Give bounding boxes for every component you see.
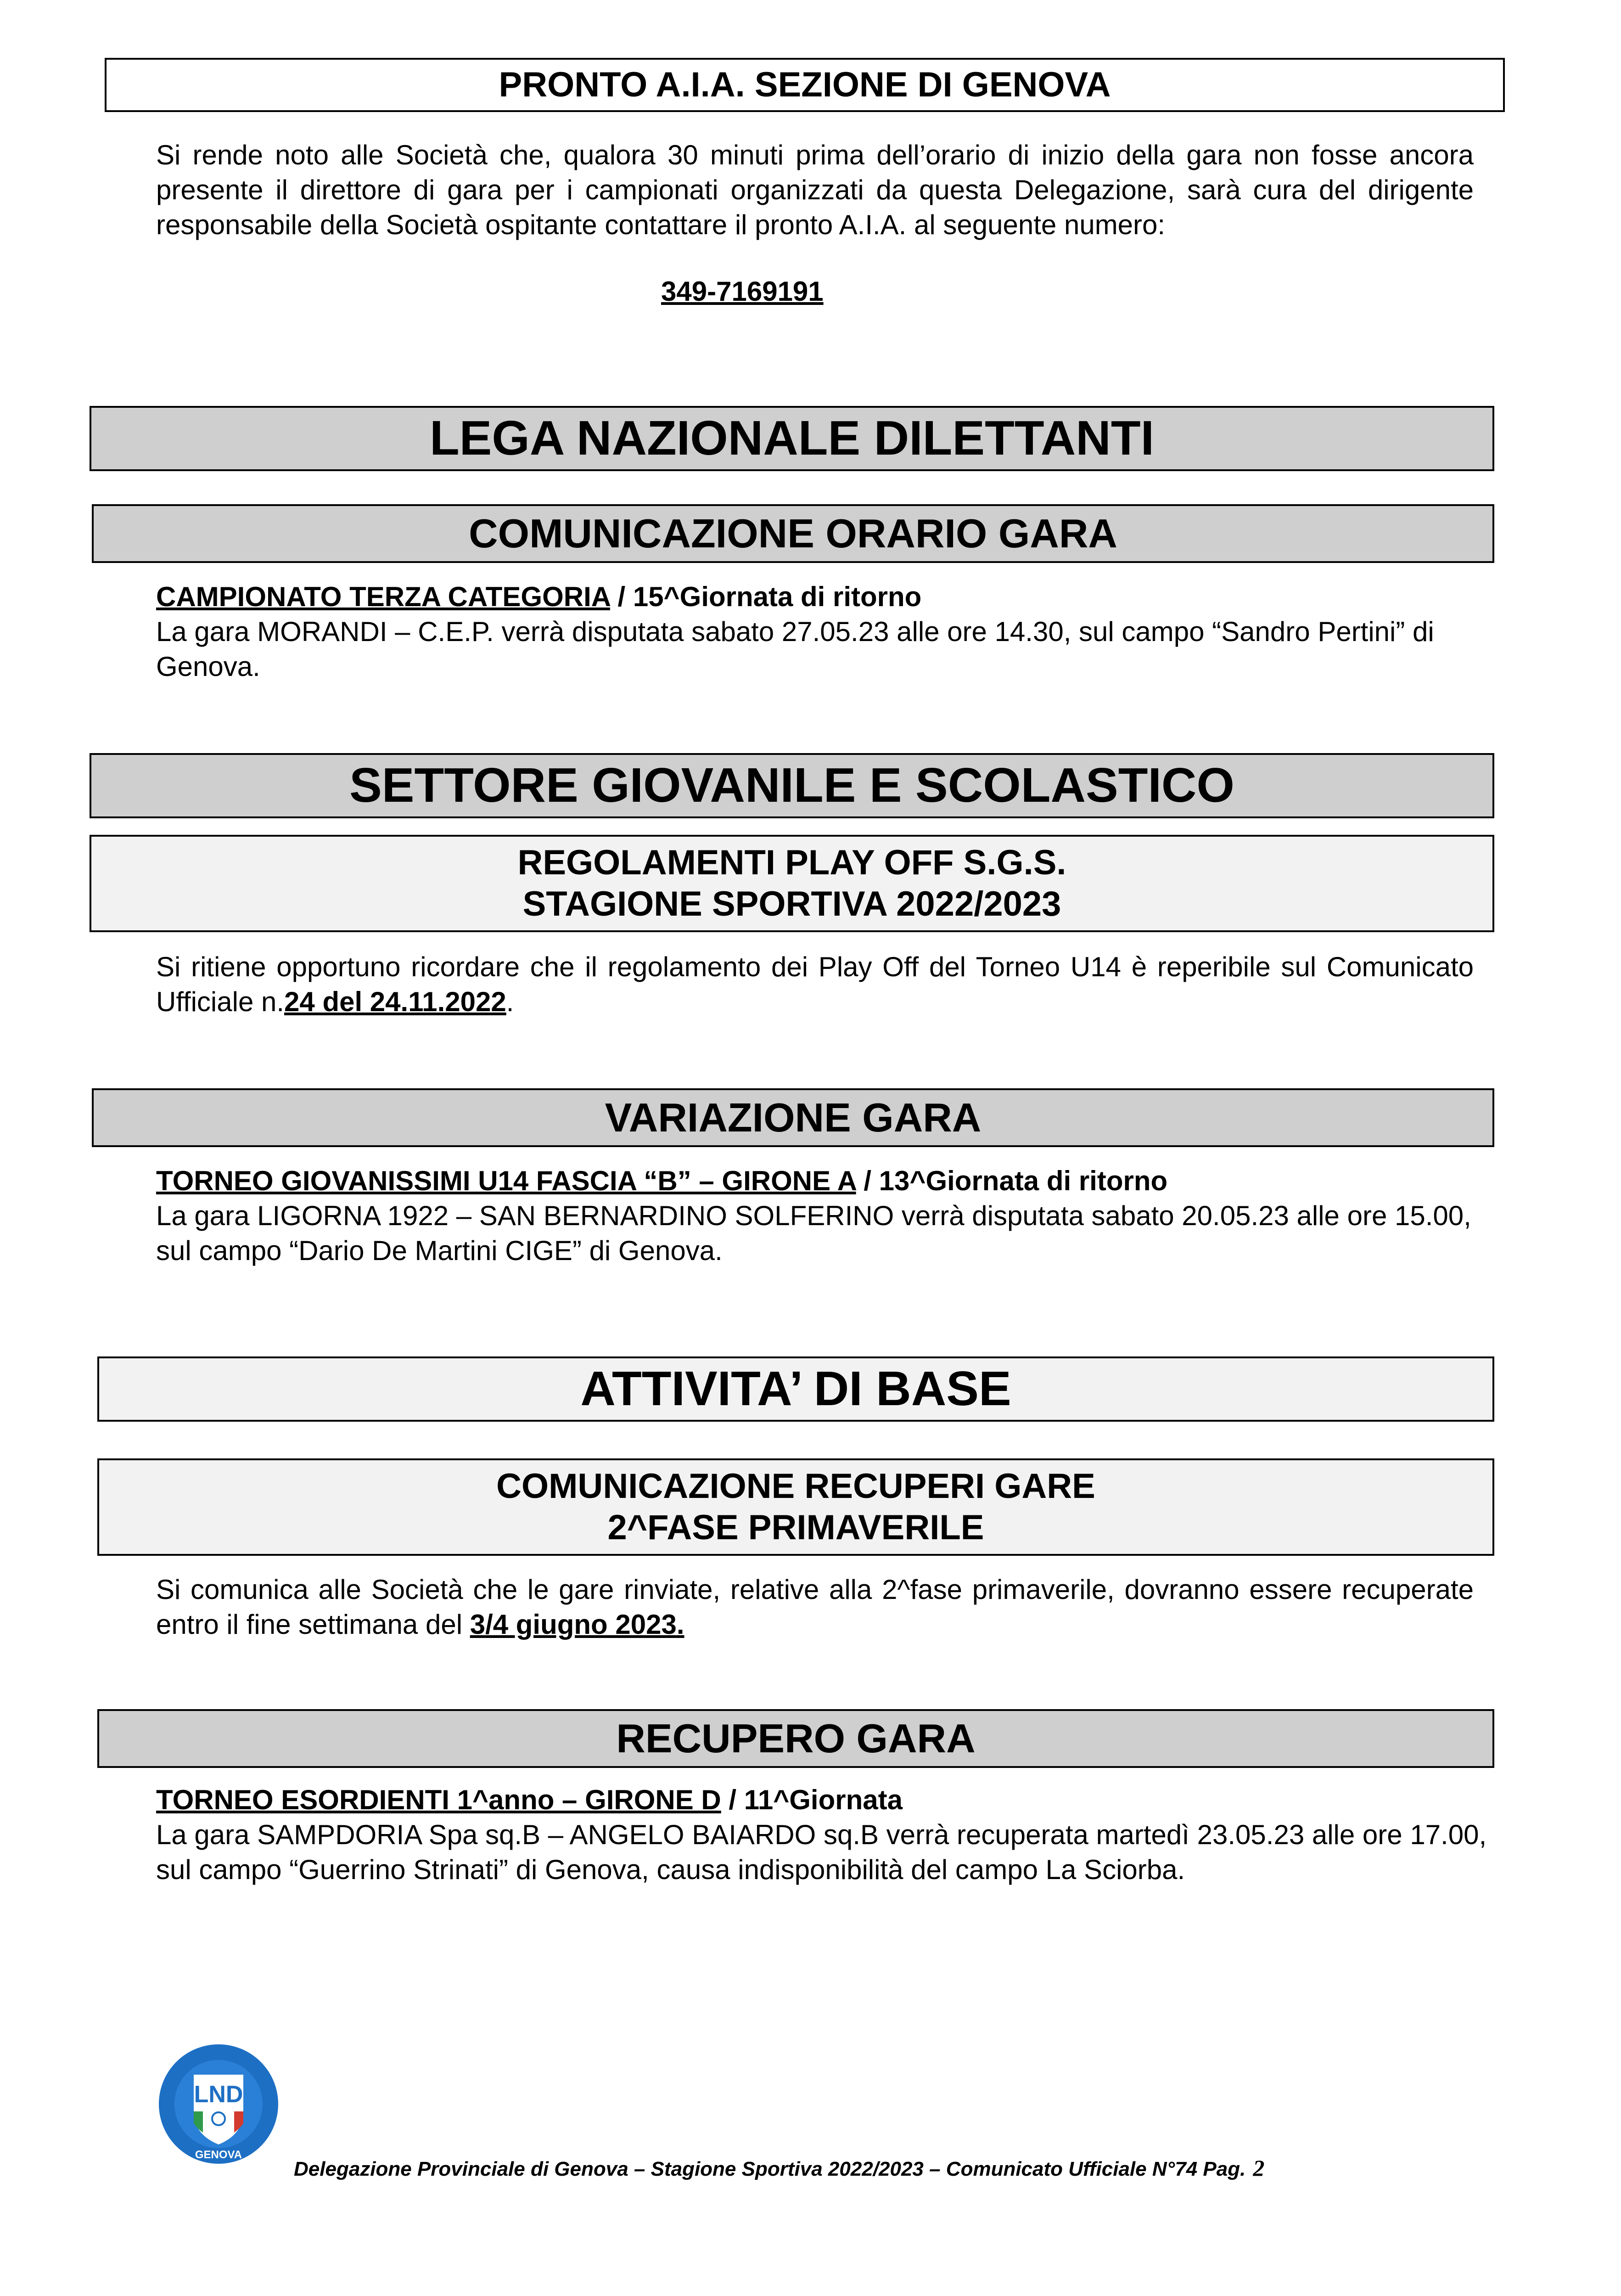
- variazione-text: La gara LIGORNA 1922 – SAN BERNARDINO SOLFERINO verrà disputata sabato 20.05.23 alle ore 15.00, sul campo “Dario De Martini CIGE” di Genova.: [156, 1200, 1471, 1266]
- footer: [294, 2155, 1497, 2181]
- attivita-text-date: 3/4 giugno 2023.: [470, 1609, 684, 1640]
- attivita-title: ATTIVITA’ DI BASE: [580, 1362, 1011, 1416]
- attivita-title-box: [97, 1356, 1494, 1422]
- lnd-genova-logo: [157, 2043, 280, 2166]
- variazione-title-box: [92, 1088, 1494, 1147]
- sgs-text: [156, 950, 1474, 1019]
- logo-text: LND: [194, 2081, 243, 2108]
- variazione-heading: [156, 1164, 1474, 1199]
- footer-text: Delegazione Provinciale di Genova – Stagione Sportiva 2022/2023 – Comunicato Ufficiale N°74 Pag.: [294, 2158, 1246, 2180]
- footer-page-number: 2: [1253, 2155, 1265, 2181]
- lnd-text: La gara MORANDI – C.E.P. verrà disputata sabato 27.05.23 alle ore 14.30, sul campo “Sandro Pertini” di Genova.: [156, 616, 1434, 682]
- sgs-title: SETTORE GIOVANILE E SCOLASTICO: [349, 758, 1234, 813]
- sgs-subtitle-box: [90, 835, 1494, 932]
- recupero-heading: [156, 1783, 1474, 1818]
- lnd-logo-icon: [157, 2043, 280, 2166]
- lnd-subtitle: COMUNICAZIONE ORARIO GARA: [469, 511, 1117, 557]
- sgs-text-after: .: [506, 986, 514, 1017]
- lnd-title-box: [90, 406, 1494, 471]
- lnd-heading-rest: / 15^Giornata di ritorno: [610, 581, 922, 612]
- variazione-title: VARIAZIONE GARA: [605, 1095, 982, 1141]
- variazione-heading-underlined: TORNEO GIOVANISSIMI U14 FASCIA “B” – GIRONE A: [156, 1165, 856, 1196]
- attivita-text-before: Si comunica alle Società che le gare rinviate, relative alla 2^fase primaverile, dovranno essere recuperate entro il fine settimana del: [156, 1574, 1474, 1640]
- pronto-aia-text: Si rende noto alle Società che, qualora 30 minuti prima dell’orario di inizio della gara non fosse ancora presente il direttore di gara per i campionati organizzati da questa Delegazione, sarà cura del dirigente responsabile della Società ospitante contattare il pronto A.I.A. al seguente numero:: [156, 140, 1474, 240]
- logo-ring-text: GENOVA: [195, 2149, 242, 2161]
- recupero-heading-underlined: TORNEO ESORDIENTI 1^anno – GIRONE D: [156, 1784, 721, 1815]
- pronto-aia-title: PRONTO A.I.A. SEZIONE DI GENOVA: [499, 65, 1111, 105]
- sgs-text-before: Si ritiene opportuno ricordare che il regolamento dei Play Off del Torneo U14 è reperibile sul Comunicato Ufficiale n.: [156, 951, 1474, 1017]
- lnd-title: LEGA NAZIONALE DILETTANTI: [429, 411, 1155, 466]
- variazione-heading-rest: / 13^Giornata di ritorno: [856, 1165, 1168, 1196]
- lnd-heading-underlined: CAMPIONATO TERZA CATEGORIA: [156, 581, 610, 612]
- pronto-aia-title-box: [105, 58, 1505, 112]
- recupero-text: La gara SAMPDORIA Spa sq.B – ANGELO BAIARDO sq.B verrà recuperata martedì 23.05.23 alle ore 17.00, sul campo “Guerrino Strinati” di Genova, causa indisponibilità del campo La Sciorba.: [156, 1819, 1487, 1885]
- attivita-subtitle-line1: COMUNICAZIONE RECUPERI GARE: [496, 1467, 1095, 1506]
- attivita-subtitle-box: [97, 1458, 1494, 1556]
- lnd-subtitle-box: [92, 504, 1494, 563]
- recupero-title: RECUPERO GARA: [616, 1716, 976, 1761]
- attivita-subtitle-line2: 2^FASE PRIMAVERILE: [607, 1508, 984, 1547]
- sgs-subtitle-line2: STAGIONE SPORTIVA 2022/2023: [522, 884, 1061, 923]
- recupero-heading-rest: / 11^Giornata: [721, 1784, 903, 1815]
- lnd-heading: [156, 580, 1474, 614]
- phone-number: 349-7169191: [661, 276, 824, 307]
- attivita-text: [156, 1572, 1474, 1642]
- sgs-subtitle-line1: REGOLAMENTI PLAY OFF S.G.S.: [517, 843, 1066, 883]
- recupero-title-box: [97, 1709, 1494, 1768]
- pronto-aia-phone: [661, 276, 881, 307]
- sgs-text-link: 24 del 24.11.2022: [284, 986, 506, 1017]
- sgs-title-box: [90, 753, 1494, 818]
